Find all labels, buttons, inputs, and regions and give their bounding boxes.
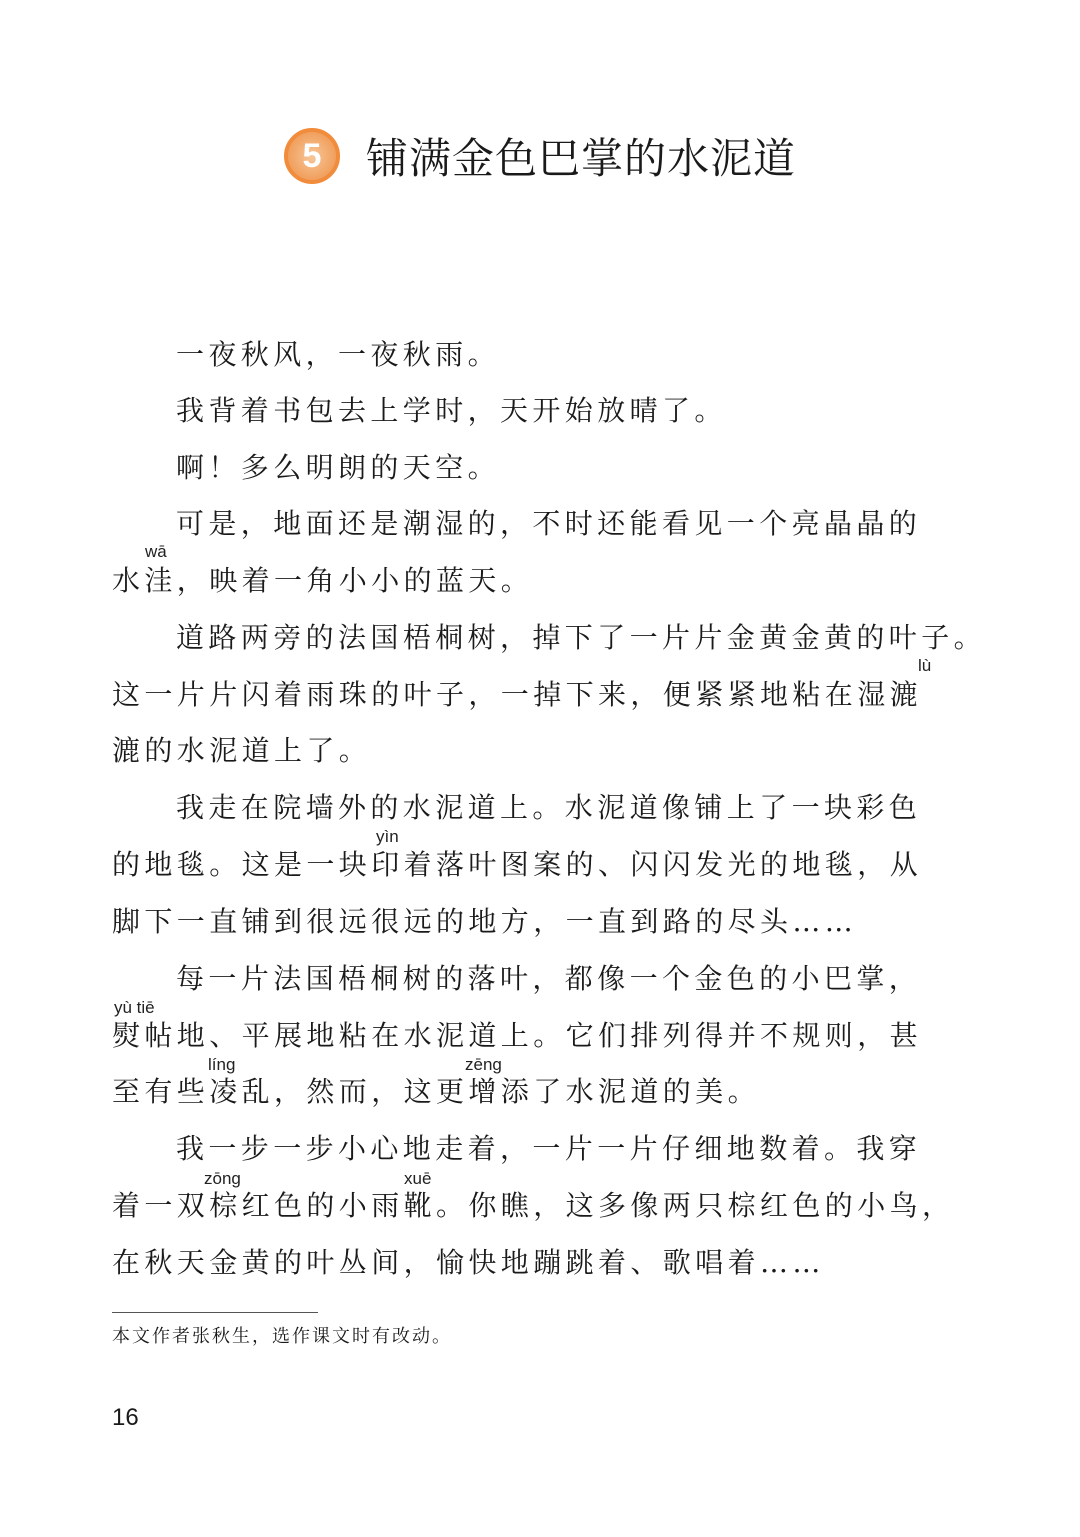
text-line: 脚下一直铺到很远很远的地方，一直到路的尽头…… <box>112 905 858 938</box>
text-line: 着一双棕红色的小雨靴。你瞧，这多像两只棕红色的小鸟， <box>112 1189 955 1222</box>
footnote-divider <box>112 1312 318 1313</box>
lesson-number: 5 <box>302 137 322 175</box>
text-line: 水洼，映着一角小小的蓝天。 <box>112 564 534 597</box>
pinyin-annotation: lù <box>918 656 932 675</box>
pinyin-annotation: wā <box>145 542 167 561</box>
pinyin-annotation: xuē <box>404 1169 432 1188</box>
text-line: 这一片片闪着雨珠的叶子，一掉下来，便紧紧地粘在湿漉 <box>112 678 923 711</box>
text-line: 的地毯。这是一块印着落叶图案的、闪闪发光的地毯，从 <box>112 848 923 881</box>
pinyin-annotation: líng <box>208 1055 236 1074</box>
footnote: 本文作者张秋生，选作课文时有改动。 <box>112 1326 452 1347</box>
text-line: 漉的水泥道上了。 <box>112 734 372 767</box>
pinyin-annotation: zēng <box>465 1055 502 1074</box>
text-line: 每一片法国梧桐树的落叶，都像一个金色的小巴掌， <box>176 962 922 995</box>
text-line: 至有些凌乱，然而，这更增添了水泥道的美。 <box>112 1075 761 1108</box>
page-title: 铺满金色巴掌的水泥道 <box>365 134 796 183</box>
text-line: 可是，地面还是潮湿的，不时还能看见一个亮晶晶的 <box>176 507 922 540</box>
text-line: 一夜秋风，一夜秋雨。 <box>176 338 501 371</box>
page-number: 16 <box>112 1404 139 1431</box>
text-line: 啊！多么明朗的天空。 <box>176 451 501 484</box>
pinyin-annotation: zōng <box>204 1169 241 1188</box>
lesson-number-badge <box>284 128 340 184</box>
text-line: 我背着书包去上学时，天开始放晴了。 <box>176 394 727 427</box>
pinyin-annotation: yìn <box>376 827 399 846</box>
text-line: 我走在院墙外的水泥道上。水泥道像铺上了一块彩色 <box>176 791 922 824</box>
pinyin-annotation: yù tiē <box>114 998 155 1017</box>
lesson-title <box>0 124 1080 188</box>
text-line: 熨帖地、平展地粘在水泥道上。它们排列得并不规则，甚 <box>112 1019 923 1052</box>
text-line: 我一步一步小心地走着，一片一片仔细地数着。我穿 <box>176 1132 922 1165</box>
text-line: 道路两旁的法国梧桐树，掉下了一片片金黄金黄的叶子。 <box>176 621 987 654</box>
text-line: 在秋天金黄的叶丛间，愉快地蹦跳着、歌唱着…… <box>112 1246 825 1279</box>
